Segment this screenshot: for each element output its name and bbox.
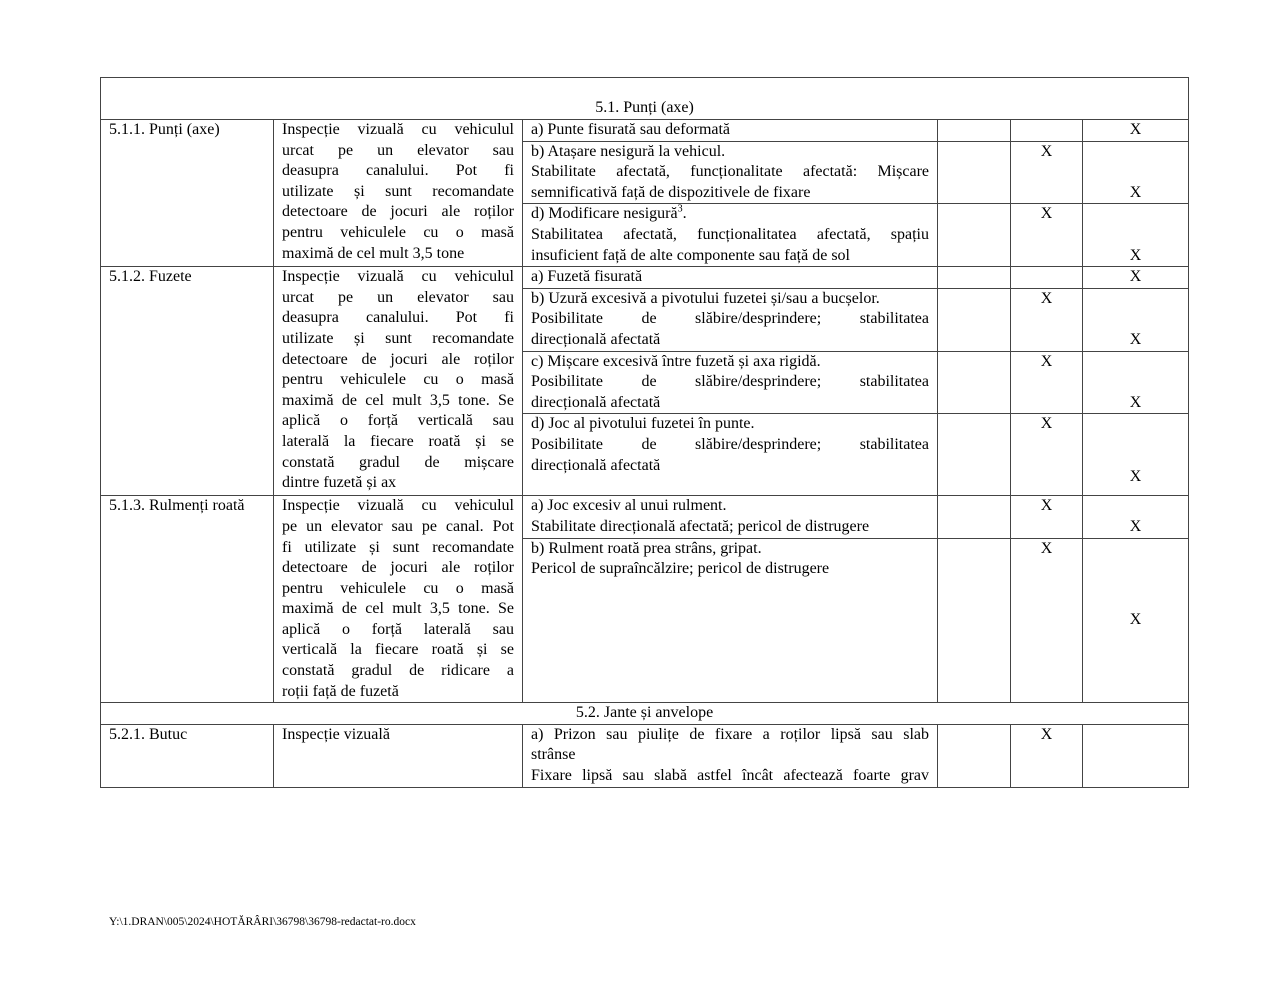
defect-description: c) Mișcare excesivă între fuzetă și axa rigidă. Posibilitate de slăbire/desprindere; stabilitatea direcțională afectată [523, 351, 938, 414]
defect-description: d) Modificare nesigură$^3$. Stabilitatea afectată, funcționalitatea afectată, spațiu insuficient față de alte componente sau față de sol [523, 204, 938, 267]
item-method: Inspecție vizuală cu vehiculul urcat pe un elevator sau deasupra canalului. Pot fi utilizate și sunt recomandate detectoare de jocuri ale roților pentru vehiculele cu o masă maximă de cel mult 3,5 tone. Se aplică o forță verticală sau laterală la fiecare roată și se constată gradul de mișcare dintre fuzetă și ax [274, 267, 523, 496]
item-code: 5.1.2. Fuzete [101, 267, 274, 496]
dangerous-mark: X [1083, 538, 1189, 702]
table-row [101, 496, 1189, 539]
defect-description: a) Fuzetă fisurată [523, 267, 938, 289]
dangerous-mark: X [1083, 351, 1189, 414]
item-method: Inspecție vizuală cu vehiculul pe un elevator sau pe canal. Pot fi utilizate și sunt recomandate detectoare de jocuri ale roților pentru vehiculele cu o masă maximă de cel mult 3,5 tone. Se aplică o forță laterală sau verticală la fiecare roată și se constată gradul de ridicare a roții față de fuzetă [274, 496, 523, 703]
major-mark: X [1011, 414, 1083, 496]
major-mark: X [1011, 496, 1083, 539]
defect-description: a) Prizon sau piulițe de fixare a roților lipsă sau slab strânse Fixare lipsă sau slabă astfel încât afectează foarte grav [523, 724, 938, 787]
major-mark: X [1011, 724, 1083, 787]
minor-mark [938, 351, 1011, 414]
major-mark [1011, 120, 1083, 142]
item-method: Inspecție vizuală cu vehiculul urcat pe un elevator sau deasupra canalului. Pot fi utilizate și sunt recomandate detectoare de jocuri ale roților pentru vehiculele cu o masă maximă de cel mult 3,5 tone [274, 120, 523, 267]
dangerous-mark: X [1083, 204, 1189, 267]
dangerous-mark: X [1083, 120, 1189, 142]
defect-description: a) Joc excesiv al unui rulment. Stabilitate direcțională afectată; pericol de distrugere [523, 496, 938, 539]
minor-mark [938, 120, 1011, 142]
table-row [101, 120, 1189, 142]
minor-mark [938, 538, 1011, 702]
dangerous-mark: X [1083, 141, 1189, 204]
footnote-marker: 3 [677, 204, 683, 216]
section-header-row [101, 78, 1189, 120]
defect-description: a) Punte fisurată sau deformată [523, 120, 938, 142]
section-title: 5.2. Jante și anvelope [101, 703, 1189, 725]
item-code: 5.2.1. Butuc [101, 724, 274, 787]
major-mark: X [1011, 204, 1083, 267]
minor-mark [938, 267, 1011, 289]
major-mark: X [1011, 351, 1083, 414]
table-row [101, 267, 1189, 289]
dangerous-mark: X [1083, 267, 1189, 289]
file-path-footer: Y:\1.DRAN\005\2024\HOTĂRÂRI\36798\36798-redactat-ro.docx [109, 916, 416, 928]
section-title: 5.1. Punți (axe) [101, 78, 1189, 120]
defect-description: d) Joc al pivotului fuzetei în punte. Posibilitate de slăbire/desprindere; stabilitatea direcțională afectată [523, 414, 938, 496]
section-header-row [101, 703, 1189, 725]
dangerous-mark: X [1083, 414, 1189, 496]
dangerous-mark: X [1083, 496, 1189, 539]
minor-mark [938, 141, 1011, 204]
inspection-table [100, 77, 1189, 788]
minor-mark [938, 414, 1011, 496]
item-code: 5.1.3. Rulmenți roată [101, 496, 274, 703]
table-row [101, 724, 1189, 787]
dangerous-mark [1083, 724, 1189, 787]
major-mark: X [1011, 288, 1083, 351]
major-mark: X [1011, 538, 1083, 702]
item-method: Inspecție vizuală [274, 724, 523, 787]
minor-mark [938, 204, 1011, 267]
major-mark: X [1011, 141, 1083, 204]
major-mark [1011, 267, 1083, 289]
defect-description: b) Rulment roată prea strâns, gripat. Pericol de supraîncălzire; pericol de distrugere [523, 538, 938, 702]
defect-description: b) Atașare nesigură la vehicul. Stabilitate afectată, funcționalitate afectată: Mișcare semnificativă față de dispozitivele de fixare [523, 141, 938, 204]
defect-description: b) Uzură excesivă a pivotului fuzetei și/sau a bucșelor. Posibilitate de slăbire/desprindere; stabilitatea direcțională afectată [523, 288, 938, 351]
minor-mark [938, 288, 1011, 351]
minor-mark [938, 724, 1011, 787]
item-code: 5.1.1. Punți (axe) [101, 120, 274, 267]
minor-mark [938, 496, 1011, 539]
dangerous-mark: X [1083, 288, 1189, 351]
